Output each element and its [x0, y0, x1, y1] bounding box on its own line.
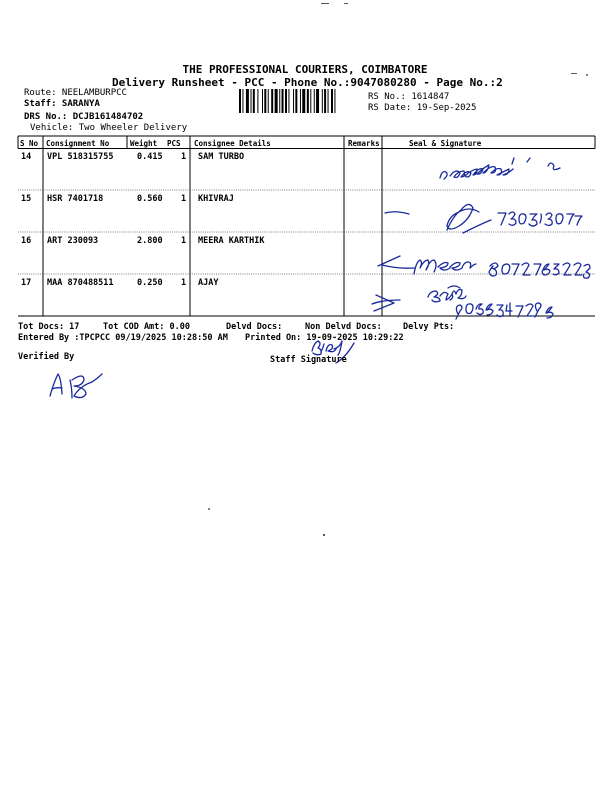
col-header-sno: S No — [20, 139, 39, 148]
cell-consignment: ART 230093 — [47, 236, 99, 246]
cell-weight: 0.250 — [137, 278, 163, 288]
document-title: THE PROFESSIONAL COURIERS, COIMBATORE — [182, 63, 428, 76]
non-delivered-docs: Non Delvd Docs: — [305, 322, 382, 332]
cell-weight: 0.560 — [137, 194, 163, 204]
printed-on: Printed On: 19-09-2025 10:29:22 — [245, 333, 404, 343]
col-header-seal-signature: Seal & Signature — [409, 139, 482, 148]
delivered-docs: Delvd Docs: — [226, 322, 283, 332]
cell-sno: 15 — [21, 194, 32, 204]
drs-number: DRS No.: DCJB161484702 — [24, 112, 144, 122]
col-header-consignee: Consignee Details — [194, 139, 271, 148]
staff-signature-label: Staff Signature — [270, 355, 347, 365]
cell-consignee: MEERA KARTHIK — [198, 236, 265, 246]
rs-date: RS Date: 19-Sep-2025 — [368, 103, 477, 113]
vehicle-label: Vehicle: Two Wheeler Delivery — [30, 123, 188, 133]
cell-consignment: HSR 7401718 — [47, 194, 104, 204]
cell-pcs: 1 — [181, 278, 187, 288]
entered-by: Entered By :TPCPCC 09/19/2025 10:28:50 AM — [18, 333, 228, 343]
col-header-consignment: Consignment No — [46, 139, 110, 148]
document-subtitle: Delivery Runsheet - PCC - Phone No.:9047080280 - Page No.:2 — [112, 76, 503, 89]
cell-consignee: SAM TURBO — [198, 152, 245, 162]
staff-label: Staff: SARANYA — [24, 99, 100, 109]
rs-number: RS No.: 1614847 — [368, 92, 450, 102]
cell-pcs: 1 — [181, 152, 187, 162]
cell-consignment: MAA 870488511 — [47, 278, 114, 288]
cell-pcs: 1 — [181, 236, 187, 246]
cell-pcs: 1 — [181, 194, 187, 204]
cell-sno: 14 — [21, 152, 32, 162]
cell-sno: 16 — [21, 236, 32, 246]
route-label: Route: NEELAMBURPCC — [24, 88, 127, 98]
total-cod-amount: Tot COD Amt: 0.00 — [103, 322, 190, 332]
cell-consignment: VPL 518315755 — [47, 152, 114, 162]
cell-consignee: AJAY — [198, 278, 219, 288]
verified-by-label: Verified By — [18, 352, 75, 362]
cell-consignee: KHIVRAJ — [198, 194, 234, 204]
total-docs: Tot Docs: 17 — [18, 322, 80, 332]
col-header-weight: Weight — [130, 139, 158, 148]
cell-weight: 2.800 — [137, 236, 163, 246]
col-header-pcs: PCS — [167, 139, 181, 148]
cell-sno: 17 — [21, 278, 32, 288]
delivery-points: Delvy Pts: — [403, 322, 455, 332]
cell-weight: 0.415 — [137, 152, 163, 162]
col-header-remarks: Remarks — [348, 139, 380, 148]
